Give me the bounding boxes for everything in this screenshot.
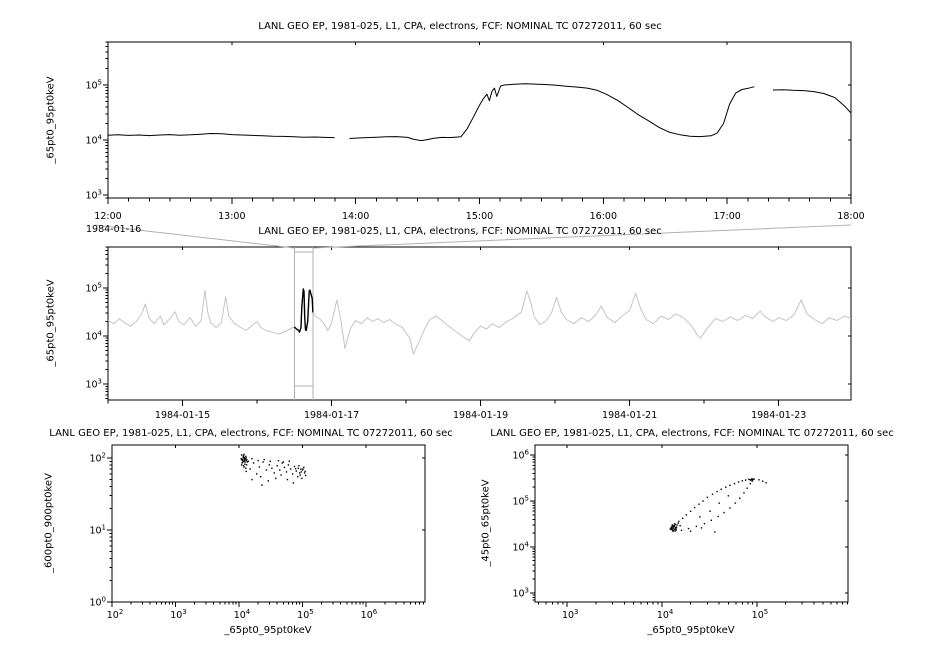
svg-text:103: $10^3$ — [512, 586, 529, 600]
svg-text:17:00: 17:00 — [713, 211, 741, 222]
svg-text:106: $10^6$ — [512, 448, 529, 462]
svg-text:102: $10^2$ — [89, 451, 106, 465]
panel4-xlabel: _65pt0_95pt0keV — [647, 625, 735, 636]
panel1-title: LANL GEO EP, 1981-025, L1, CPA, electrons, FCF: NOMINAL TC 07272011, 60 sec — [258, 21, 662, 32]
panel1-ylabel: _65pt0_95pt0keV — [45, 76, 57, 164]
svg-text:104: $10^4$ — [85, 133, 102, 147]
svg-text:104: $10^4$ — [233, 608, 251, 621]
svg-text:1984-01-17: 1984-01-17 — [303, 410, 360, 421]
svg-text:104: $10^4$ — [512, 540, 529, 554]
panel3-title: LANL GEO EP, 1981-025, L1, CPA, electrons, FCF: NOMINAL TC 07272011, 60 sec — [49, 428, 453, 439]
svg-text:15:00: 15:00 — [465, 211, 494, 222]
svg-text:105: $10^5$ — [297, 608, 314, 621]
svg-text:104: $10^4$ — [85, 329, 102, 343]
panel4-ylabel: _45pt0_65pt0keV — [480, 479, 492, 567]
svg-text:105: $10^5$ — [751, 608, 769, 621]
svg-text:14:00: 14:00 — [341, 211, 370, 222]
panel4-title: LANL GEO EP, 1981-025, L1, CPA, electrons, FCF: NOMINAL TC 07272011, 60 sec — [490, 428, 894, 439]
panel2-ylabel: _65pt0_95pt0keV — [45, 279, 57, 367]
svg-text:16:00: 16:00 — [589, 211, 618, 222]
panel2-plot-area[interactable] — [108, 247, 851, 400]
svg-text:1984-01-15: 1984-01-15 — [154, 410, 211, 421]
svg-text:12:00: 12:00 — [94, 211, 122, 222]
svg-text:100: $10^0$ — [89, 595, 106, 609]
svg-text:13:00: 13:00 — [218, 211, 246, 222]
svg-text:106: $10^6$ — [360, 608, 378, 621]
panel2-title: LANL GEO EP, 1981-025, L1, CPA, electrons, FCF: NOMINAL TC 07272011, 60 sec — [258, 226, 662, 237]
panel2 — [85, 247, 851, 421]
svg-text:105: $10^5$ — [85, 281, 102, 295]
svg-text:1984-01-21: 1984-01-21 — [602, 410, 658, 421]
svg-text:1984-01-19: 1984-01-19 — [453, 410, 509, 421]
svg-text:101: $10^1$ — [89, 523, 106, 537]
panel3-xlabel: _65pt0_95pt0keV — [224, 625, 312, 636]
panel3-plot-area[interactable] — [112, 445, 425, 602]
svg-text:104: $10^4$ — [656, 608, 674, 621]
svg-text:1984-01-23: 1984-01-23 — [751, 410, 807, 421]
svg-text:103: $10^3$ — [85, 188, 102, 202]
svg-text:105: $10^5$ — [85, 78, 102, 92]
panel1 — [85, 42, 864, 222]
panel3-ylabel: _600pt0_900pt0keV — [43, 473, 55, 573]
svg-text:105: $10^5$ — [512, 494, 529, 508]
panel3 — [89, 445, 425, 621]
svg-text:102: $10^2$ — [106, 608, 124, 621]
svg-text:103: $10^3$ — [561, 608, 579, 621]
panel1-plot-area[interactable] — [108, 42, 851, 198]
svg-text:18:00: 18:00 — [837, 211, 865, 222]
svg-text:103: $10^3$ — [85, 377, 102, 391]
panel4 — [512, 445, 848, 621]
svg-text:103: $10^3$ — [170, 608, 187, 621]
panel1-context-date-label: 1984-01-16 — [86, 224, 142, 235]
panel4-plot-area[interactable] — [535, 445, 848, 602]
